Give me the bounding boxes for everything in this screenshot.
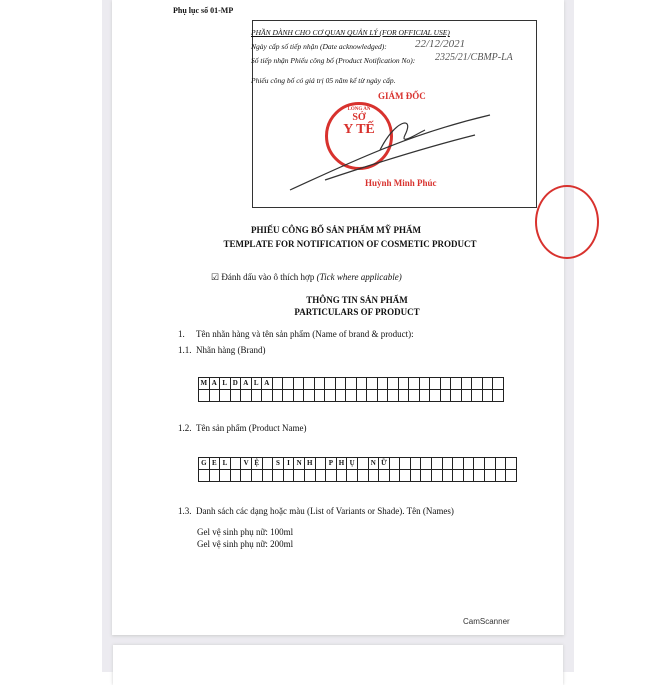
grid-cell	[485, 458, 496, 470]
grid-cell	[252, 470, 263, 482]
grid-cell	[358, 470, 369, 482]
item-text: Tên sản phẩm (Product Name)	[196, 423, 307, 433]
grid-cell	[388, 378, 399, 390]
grid-cell	[496, 470, 507, 482]
grid-cell: H	[305, 458, 316, 470]
grid-cell	[241, 470, 252, 482]
official-title: PHẦN DÀNH CHO CƠ QUAN QUẢN LÝ (FOR OFFICIAL USE)	[251, 28, 450, 37]
grid-cell	[357, 390, 368, 402]
grid-cell	[390, 458, 401, 470]
title-en: TEMPLATE FOR NOTIFICATION OF COSMETIC PRODUCT	[223, 239, 477, 249]
grid-cell	[337, 470, 348, 482]
grid-cell	[400, 458, 411, 470]
grid-cell: D	[231, 378, 242, 390]
grid-cell	[315, 390, 326, 402]
grid-cell	[273, 470, 284, 482]
grid-cell	[493, 390, 504, 402]
grid-cell	[462, 390, 473, 402]
grid-cell	[506, 470, 517, 482]
grid-cell	[443, 458, 454, 470]
grid-cell	[400, 470, 411, 482]
grid-cell	[367, 390, 378, 402]
grid-cell	[210, 390, 221, 402]
grid-cell: A	[210, 378, 221, 390]
appendix-label: Phụ lục số 01-MP	[173, 6, 234, 15]
grid-cell: Ụ	[347, 458, 358, 470]
signer-name: Huỳnh Minh Phúc	[365, 178, 437, 188]
grid-cell	[420, 378, 431, 390]
grid-cell	[326, 470, 337, 482]
grid-cell: V	[241, 458, 252, 470]
grid-cell	[409, 378, 420, 390]
grid-cell	[493, 378, 504, 390]
grid-cell: A	[241, 378, 252, 390]
grid-cell	[273, 378, 284, 390]
grid-cell	[273, 390, 284, 402]
grid-cell	[483, 390, 494, 402]
grid-cell: N	[369, 458, 380, 470]
grid-cell	[443, 470, 454, 482]
grid-cell	[367, 378, 378, 390]
grid-cell	[464, 470, 475, 482]
grid-cell	[451, 378, 462, 390]
grid-cell	[496, 458, 507, 470]
grid-cell	[263, 470, 274, 482]
grid-cell	[432, 470, 443, 482]
grid-cell	[241, 390, 252, 402]
brand-grid	[198, 377, 504, 402]
grid-cell	[284, 470, 295, 482]
tick-text-en: (Tick where applicable)	[316, 272, 402, 282]
number-label: Số tiếp nhận Phiếu công bố (Product Notification No):	[251, 56, 416, 65]
camscanner-watermark: CamScanner	[463, 617, 510, 626]
grid-cell	[294, 390, 305, 402]
item-1-3	[178, 506, 454, 516]
grid-cell	[231, 390, 242, 402]
grid-cell	[390, 470, 401, 482]
grid-cell	[325, 378, 336, 390]
grid-cell	[409, 390, 420, 402]
grid-cell	[315, 378, 326, 390]
grid-cell	[472, 378, 483, 390]
official-stamp: LONG AN SỞ Y TẾ	[325, 102, 393, 170]
grid-cell: P	[326, 458, 337, 470]
grid-cell: L	[220, 378, 231, 390]
grid-cell	[485, 470, 496, 482]
grid-cell	[379, 470, 390, 482]
grid-cell	[430, 390, 441, 402]
item-number: 1.2.	[178, 423, 192, 433]
grid-cell: Ệ	[252, 458, 263, 470]
grid-cell	[462, 378, 473, 390]
grid-cell	[369, 470, 380, 482]
variant-1: Gel vệ sinh phụ nữ: 100ml	[197, 527, 294, 537]
grid-cell	[346, 390, 357, 402]
date-value: 22/12/2021	[415, 38, 466, 50]
checkbox-icon: ☑	[211, 272, 220, 282]
grid-cell	[453, 470, 464, 482]
grid-cell	[378, 378, 389, 390]
grid-cell	[483, 378, 494, 390]
grid-cell	[421, 470, 432, 482]
item-1	[178, 329, 414, 339]
grid-cell: L	[220, 458, 231, 470]
grid-cell	[474, 470, 485, 482]
grid-cell	[294, 470, 305, 482]
grid-cell	[506, 458, 517, 470]
grid-cell	[283, 378, 294, 390]
grid-cell	[316, 470, 327, 482]
grid-cell	[231, 470, 242, 482]
grid-cell: I	[284, 458, 295, 470]
number-value: 2325/21/CBMP-LA	[435, 52, 513, 63]
title-vi: PHIẾU CÔNG BỐ SẢN PHẨM MỸ PHẨM	[251, 225, 421, 235]
grid-cell: A	[262, 378, 273, 390]
grid-cell	[283, 390, 294, 402]
product-grid	[198, 457, 517, 482]
grid-cell	[411, 470, 422, 482]
grid-cell	[378, 390, 389, 402]
item-number: 1.	[178, 329, 185, 339]
grid-cell	[474, 458, 485, 470]
section-en: PARTICULARS OF PRODUCT	[294, 307, 420, 317]
grid-cell	[316, 458, 327, 470]
grid-cell	[263, 458, 274, 470]
grid-cell	[399, 390, 410, 402]
grid-cell	[399, 378, 410, 390]
grid-cell	[304, 390, 315, 402]
date-label: Ngày cấp số tiếp nhận (Date acknowledged):	[251, 42, 387, 51]
grid-cell: H	[337, 458, 348, 470]
grid-cell	[464, 458, 475, 470]
grid-cell: S	[273, 458, 284, 470]
grid-cell	[199, 390, 210, 402]
grid-cell	[336, 390, 347, 402]
grid-cell	[231, 458, 242, 470]
director-title: GIÁM ĐỐC	[378, 91, 426, 101]
grid-cell	[472, 390, 483, 402]
grid-cell	[305, 470, 316, 482]
variant-2: Gel vệ sinh phụ nữ: 200ml	[197, 539, 294, 549]
item-number: 1.1.	[178, 345, 192, 355]
grid-cell	[346, 378, 357, 390]
grid-cell	[453, 458, 464, 470]
grid-cell: E	[210, 458, 221, 470]
grid-cell	[262, 390, 273, 402]
grid-cell	[220, 470, 231, 482]
tick-instruction	[211, 272, 402, 283]
tick-text-vi: Đánh dấu vào ô thích hợp	[221, 272, 315, 282]
grid-cell	[388, 390, 399, 402]
item-text: Tên nhãn hàng và tên sản phẩm (Name of brand & product):	[196, 329, 414, 339]
grid-cell	[199, 470, 210, 482]
grid-cell: M	[199, 378, 210, 390]
grid-cell	[336, 378, 347, 390]
grid-cell	[252, 390, 263, 402]
grid-cell	[294, 378, 305, 390]
grid-cell	[421, 458, 432, 470]
grid-cell	[411, 458, 422, 470]
grid-cell: L	[252, 378, 263, 390]
grid-cell	[441, 378, 452, 390]
item-text: Danh sách các dạng hoặc màu (List of Variants or Shade). Tên (Names)	[196, 506, 454, 516]
validity-text: Phiếu công bố có giá trị 05 năm kể từ ngày cấp.	[251, 76, 396, 85]
item-text: Nhãn hàng (Brand)	[196, 345, 266, 355]
next-page	[113, 645, 563, 685]
grid-cell	[304, 378, 315, 390]
item-number: 1.3.	[178, 506, 192, 516]
grid-cell	[347, 470, 358, 482]
grid-cell	[430, 378, 441, 390]
grid-cell	[325, 390, 336, 402]
grid-cell	[210, 470, 221, 482]
item-1-2	[178, 423, 306, 433]
grid-cell	[357, 378, 368, 390]
grid-cell	[358, 458, 369, 470]
grid-cell	[441, 390, 452, 402]
grid-cell: N	[294, 458, 305, 470]
grid-cell	[420, 390, 431, 402]
item-1-1	[178, 345, 265, 355]
grid-cell	[451, 390, 462, 402]
grid-cell: Ữ	[379, 458, 390, 470]
grid-cell	[432, 458, 443, 470]
grid-cell: G	[199, 458, 210, 470]
grid-cell	[220, 390, 231, 402]
section-vi: THÔNG TIN SẢN PHẨM	[306, 295, 408, 305]
